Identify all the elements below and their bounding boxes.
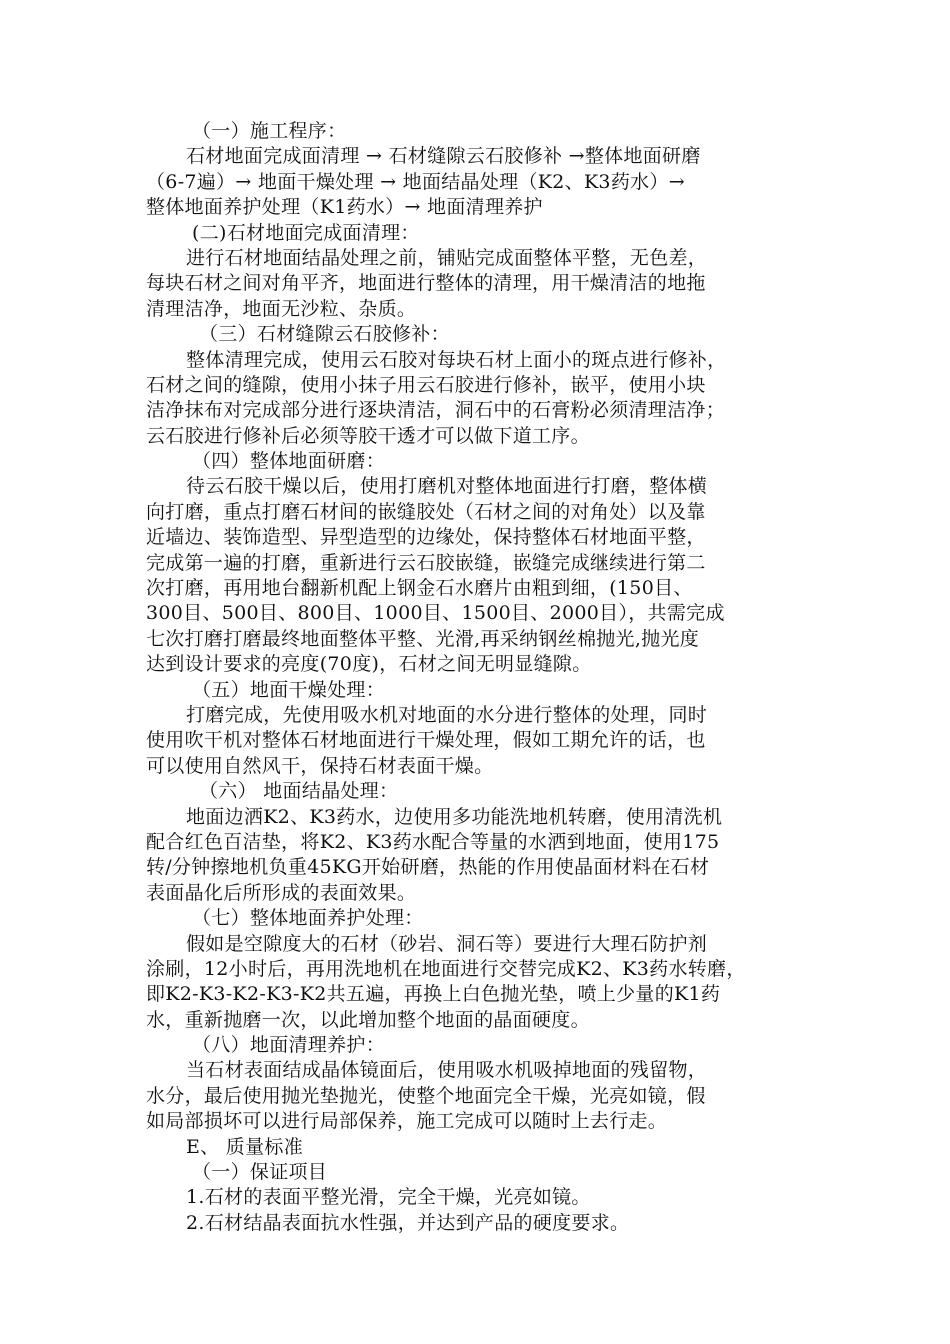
text-line: 300目、500目、800目、1000目、1500目、2000目），共需完成 [146,602,725,625]
text-line: 2.石材结晶表面抗水性强，并达到产品的硬度要求。 [186,1211,630,1234]
text-line: 地面边洒K2、K3药水，边使用多功能洗地机转磨，使用清洗机 [186,805,723,828]
text-line: （三）石材缝隙云石胶修补： [199,323,450,346]
text-line: 清理洁净，地面无沙粒、杂质。 [146,297,417,320]
text-line: 整体清理完成，使用云石胶对每块石材上面小的斑点进行修补， [186,348,727,371]
text-line: 即K2-K3-K2-K3-K2共五遍，再换上白色抛光垫，喷上少量的K1药 [146,983,721,1006]
text-line: （一）保证项目 [192,1161,328,1184]
text-line: 1.石材的表面平整光滑，完全干燥，光亮如镜。 [186,1186,591,1209]
text-line: 每块石材之间对角平齐，地面进行整体的清理，用干燥清洁的地拖 [146,272,706,295]
text-line: 涂刷，12小时后，再用洗地机在地面进行交替完成K2、K3药水转磨， [146,957,746,980]
text-line: （五）地面干燥处理： [192,678,386,701]
text-line: 配合红色百洁垫，将K2、K3药水配合等量的水洒到地面，使用175 [146,830,720,853]
text-line: （四）整体地面研磨： [192,450,386,473]
text-line: 水分，最后使用抛光垫抛光，使整个地面完全干燥，光亮如镜，假 [146,1084,706,1107]
text-line: (二)石材地面完成面清理： [192,221,420,244]
text-line: 向打磨，重点打磨石材间的嵌缝胶处（石材之间的对角处）以及靠 [146,500,706,523]
text-line: 石材地面完成面清理 → 石材缝隙云石胶修补 →整体地面研磨 [186,145,701,168]
document-body [146,119,810,1236]
text-line: 进行石材地面结晶处理之前，铺贴完成面整体平整，无色差， [186,246,708,269]
text-line: 完成第一遍的打磨，重新进行云石胶嵌缝，嵌缝完成继续进行第二 [146,551,706,574]
text-line: E、 质量标准 [186,1135,304,1158]
text-line: 次打磨，再用地台翻新机配上钢金石水磨片由粗到细，(150目、 [146,577,693,600]
text-line: （八）地面清理养护： [192,1034,386,1057]
text-line: 石材之间的缝隙，使用小抹子用云石胶进行修补，嵌平，使用小块 [146,373,706,396]
text-line: （一）施工程序： [192,120,347,142]
text-line: （七）整体地面养护处理： [192,907,424,930]
text-line: 待云石胶干燥以后，使用打磨机对整体地面进行打磨，整体横 [186,475,708,498]
text-line: 打磨完成，先使用吸水机对地面的水分进行整体的处理，同时 [186,703,708,726]
text-line: 达到设计要求的亮度(70度)，石材之间无明显缝隙。 [146,653,592,676]
text-line: 转/分钟擦地机负重45KG开始研磨，热能的作用使晶面材料在石材 [146,856,710,879]
text-line: （6-7遍）→ 地面干燥处理 → 地面结晶处理（K2、K3药水）→ [146,170,685,193]
text-line: 表面晶化后所形成的表面效果。 [146,881,417,904]
text-line: 可以使用自然风干，保持石材表面干燥。 [146,754,494,777]
text-line: 洁净抹布对完成部分进行逐块清洁，洞石中的石膏粉必须清理洁净； [146,399,726,422]
text-line: 假如是空隙度大的石材（砂岩、洞石等）要进行大理石防护剂 [186,932,708,955]
text-line: 近墙边、装饰造型、异型造型的边缘处，保持整体石材地面平整， [146,526,706,549]
text-line: （六） 地面结晶处理： [199,780,399,803]
text-line: 使用吹干机对整体石材地面进行干燥处理，假如工期允许的话，也 [146,729,706,752]
text-line: 水，重新抛磨一次，以此增加整个地面的晶面硬度。 [146,1008,590,1031]
text-line: 整体地面养护处理（K1药水）→ 地面清理养护 [146,196,543,219]
text-line: 如局部损坏可以进行局部保养，施工完成可以随时上去行走。 [146,1110,668,1133]
text-line: 当石材表面结成晶体镜面后，使用吸水机吸掉地面的残留物， [186,1059,708,1082]
text-line: 七次打磨打磨最终地面整体平整、光滑,再采纳钢丝棉抛光,抛光度 [146,627,700,650]
text-line: 云石胶进行修补后必须等胶干透才可以做下道工序。 [146,424,590,447]
